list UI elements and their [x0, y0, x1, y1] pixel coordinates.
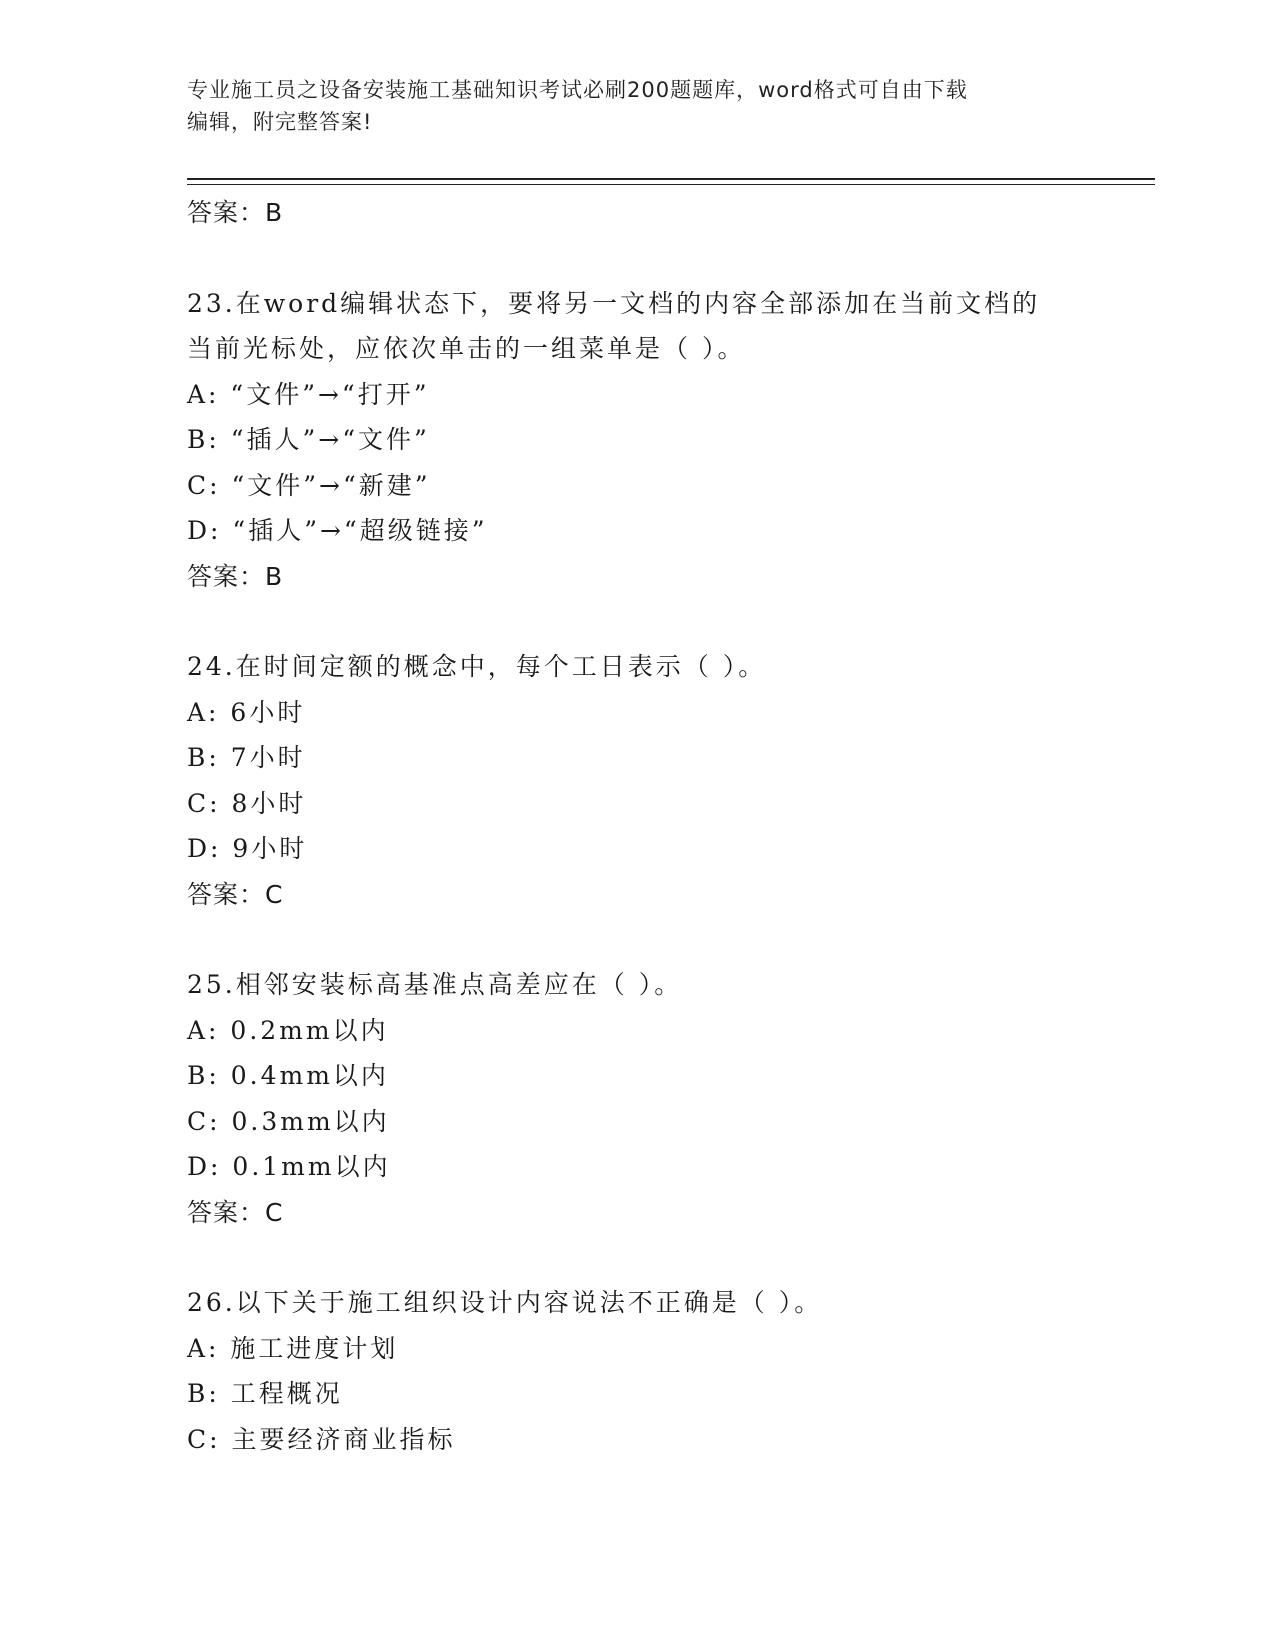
header-rule-thin — [187, 184, 1155, 185]
question-stem: 24.在时间定额的概念中，每个工日表示（ ）。 — [187, 652, 767, 681]
question-block-26 — [187, 1280, 1155, 1462]
answer-line: 答案：B — [187, 198, 284, 227]
question-stem: 23.在word编辑状态下，要将另一文档的内容全部添加在当前文档的 — [187, 288, 1041, 318]
header-title-line-1: 专业施工员之设备安装施工基础知识考试必刷200题题库，word格式可自由下载 — [187, 78, 968, 102]
option-d: D: 0.1mm以内 — [187, 1152, 391, 1181]
question-block-23 — [187, 281, 1155, 600]
header-title-line-2: 编辑，附完整答案! — [187, 110, 373, 134]
question-stem: 26.以下关于施工组织设计内容说法不正确是（ ）。 — [187, 1288, 823, 1317]
option-d: D: “插人”→“超级链接” — [187, 516, 488, 545]
option-c: C: 8小时 — [187, 788, 307, 818]
question-stem: 当前光标处，应依次单击的一组菜单是（ ）。 — [187, 334, 746, 363]
option-a: A: “文件”→“打开” — [187, 379, 430, 409]
header-rule-thick — [187, 178, 1155, 180]
answer-line: 答案：C — [187, 1197, 284, 1227]
option-b: B: 工程概况 — [187, 1379, 343, 1408]
spacer — [187, 1235, 1155, 1280]
answer-line: 答案：C — [187, 879, 284, 909]
option-b: B: 0.4mm以内 — [187, 1061, 389, 1090]
spacer — [187, 917, 1155, 962]
option-c: C: “文件”→“新建” — [187, 470, 431, 500]
spacer — [187, 599, 1155, 644]
option-a: A: 0.2mm以内 — [187, 1015, 389, 1045]
question-block-24 — [187, 644, 1155, 917]
option-c: C: 0.3mm以内 — [187, 1106, 390, 1136]
option-c: C: 主要经济商业指标 — [187, 1424, 456, 1454]
option-a: A: 6小时 — [187, 697, 306, 727]
question-block-25 — [187, 962, 1155, 1235]
option-b: B: “插人”→“文件” — [187, 425, 430, 454]
page-header — [187, 74, 1087, 138]
spacer — [187, 236, 1155, 281]
option-b: B: 7小时 — [187, 743, 306, 772]
option-a: A: 施工进度计划 — [187, 1333, 399, 1363]
question-stem: 25.相邻安装标高基准点高差应在（ ）。 — [187, 970, 683, 999]
question-content — [187, 190, 1155, 1462]
option-d: D: 9小时 — [187, 834, 308, 863]
answer-line: 答案：B — [187, 561, 284, 591]
